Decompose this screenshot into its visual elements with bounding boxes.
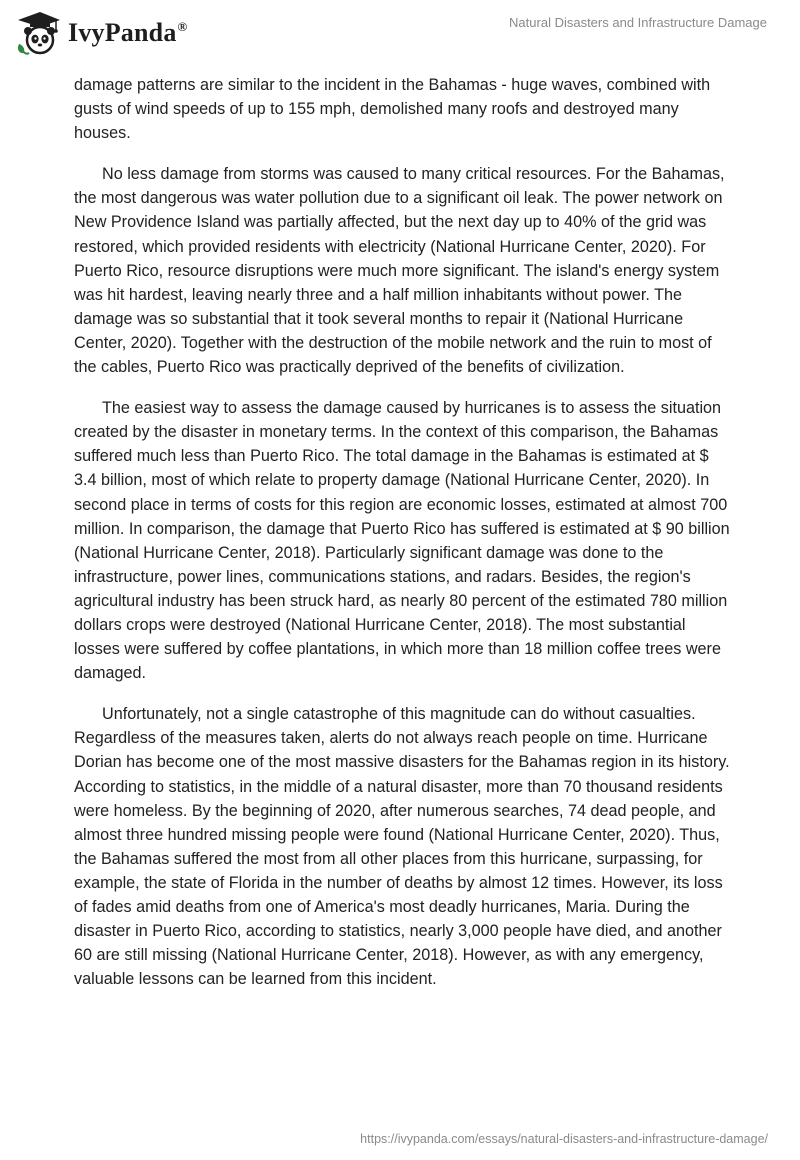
paragraph-continued: damage patterns are similar to the incident in the Bahamas - huge waves, combined with gusts of wind speeds of up to 155 mph, demolished many roofs and destroyed many houses.: [74, 76, 711, 143]
brand-name: [68, 18, 187, 48]
ivypanda-logo[interactable]: [14, 10, 187, 56]
panda-graduation-cap-icon: [14, 10, 62, 56]
document-title: Natural Disasters and Infrastructure Damage: [509, 15, 767, 30]
registered-mark: ®: [177, 19, 188, 35]
essay-body: [74, 73, 734, 1008]
source-url[interactable]: https://ivypanda.com/essays/natural-disasters-and-infrastructure-damage/: [360, 1132, 768, 1146]
page-header: [0, 0, 800, 70]
paragraph-monetary-damage: The easiest way to assess the damage caused by hurricanes is to assess the situation created by the disaster in monetary terms. In the context of this comparison, the Bahamas suffered much less than Puerto Rico. The total damage in the Bahamas is estimated at $ 3.4 billion, most of which relate to property damage (National Hurricane Center, 2020). In second place in terms of costs for this region are economic losses, estimated at almost 700 million. In comparison, the damage that Puerto Rico has suffered is estimated at $ 90 billion (National Hurricane Center, 2018). Particularly significant damage was done to the infrastructure, power lines, communications stations, and radars. Besides, the region's agricultural industry has been struck hard, as nearly 80 percent of the estimated 780 million dollars crops were destroyed (National Hurricane Center, 2018). The most substantial losses were suffered by coffee plantations, in which more than 18 million coffee trees were damaged.: [74, 399, 730, 683]
paragraph-casualties: Unfortunately, not a single catastrophe of this magnitude can do without casualties. Regardless of the measures taken, alerts do not always reach people on time. Hurricane Dorian has become one of the most massive disasters for the Bahamas region in its history. According to statistics, in the middle of a natural disaster, more than 70 thousand residents were homeless. By the beginning of 2020, after numerous searches, 74 dead people, and almost three hundred missing people were found (National Hurricane Center, 2020). Thus, the Bahamas suffered the most from all other places from this hurricane, surpassing, for example, the state of Florida in the number of deaths by almost 12 times. However, its loss of fades amid deaths from one of America's most deadly hurricanes, Maria. During the disaster in Puerto Rico, according to statistics, nearly 3,000 people have died, and another 60 are still missing (National Hurricane Center, 2018). However, as with any emergency, valuable lessons can be learned from this incident.: [74, 705, 730, 989]
paragraph-resources: No less damage from storms was caused to many critical resources. For the Bahamas, the most dangerous was water pollution due to a significant oil leak. The power network on New Providence Island was partially affected, but the next day up to 40% of the grid was restored, which provided residents with electricity (National Hurricane Center, 2020). For Puerto Rico, resource disruptions were much more significant. The island's energy system was hit hardest, leaving nearly three and a half million inhabitants without power. The damage was so substantial that it took several months to repair it (National Hurricane Center, 2020). Together with the destruction of the mobile network and the ruin to most of the cables, Puerto Rico was practically deprived of the benefits of civilization.: [74, 165, 725, 377]
brand-name-text: IvyPanda: [68, 18, 177, 47]
